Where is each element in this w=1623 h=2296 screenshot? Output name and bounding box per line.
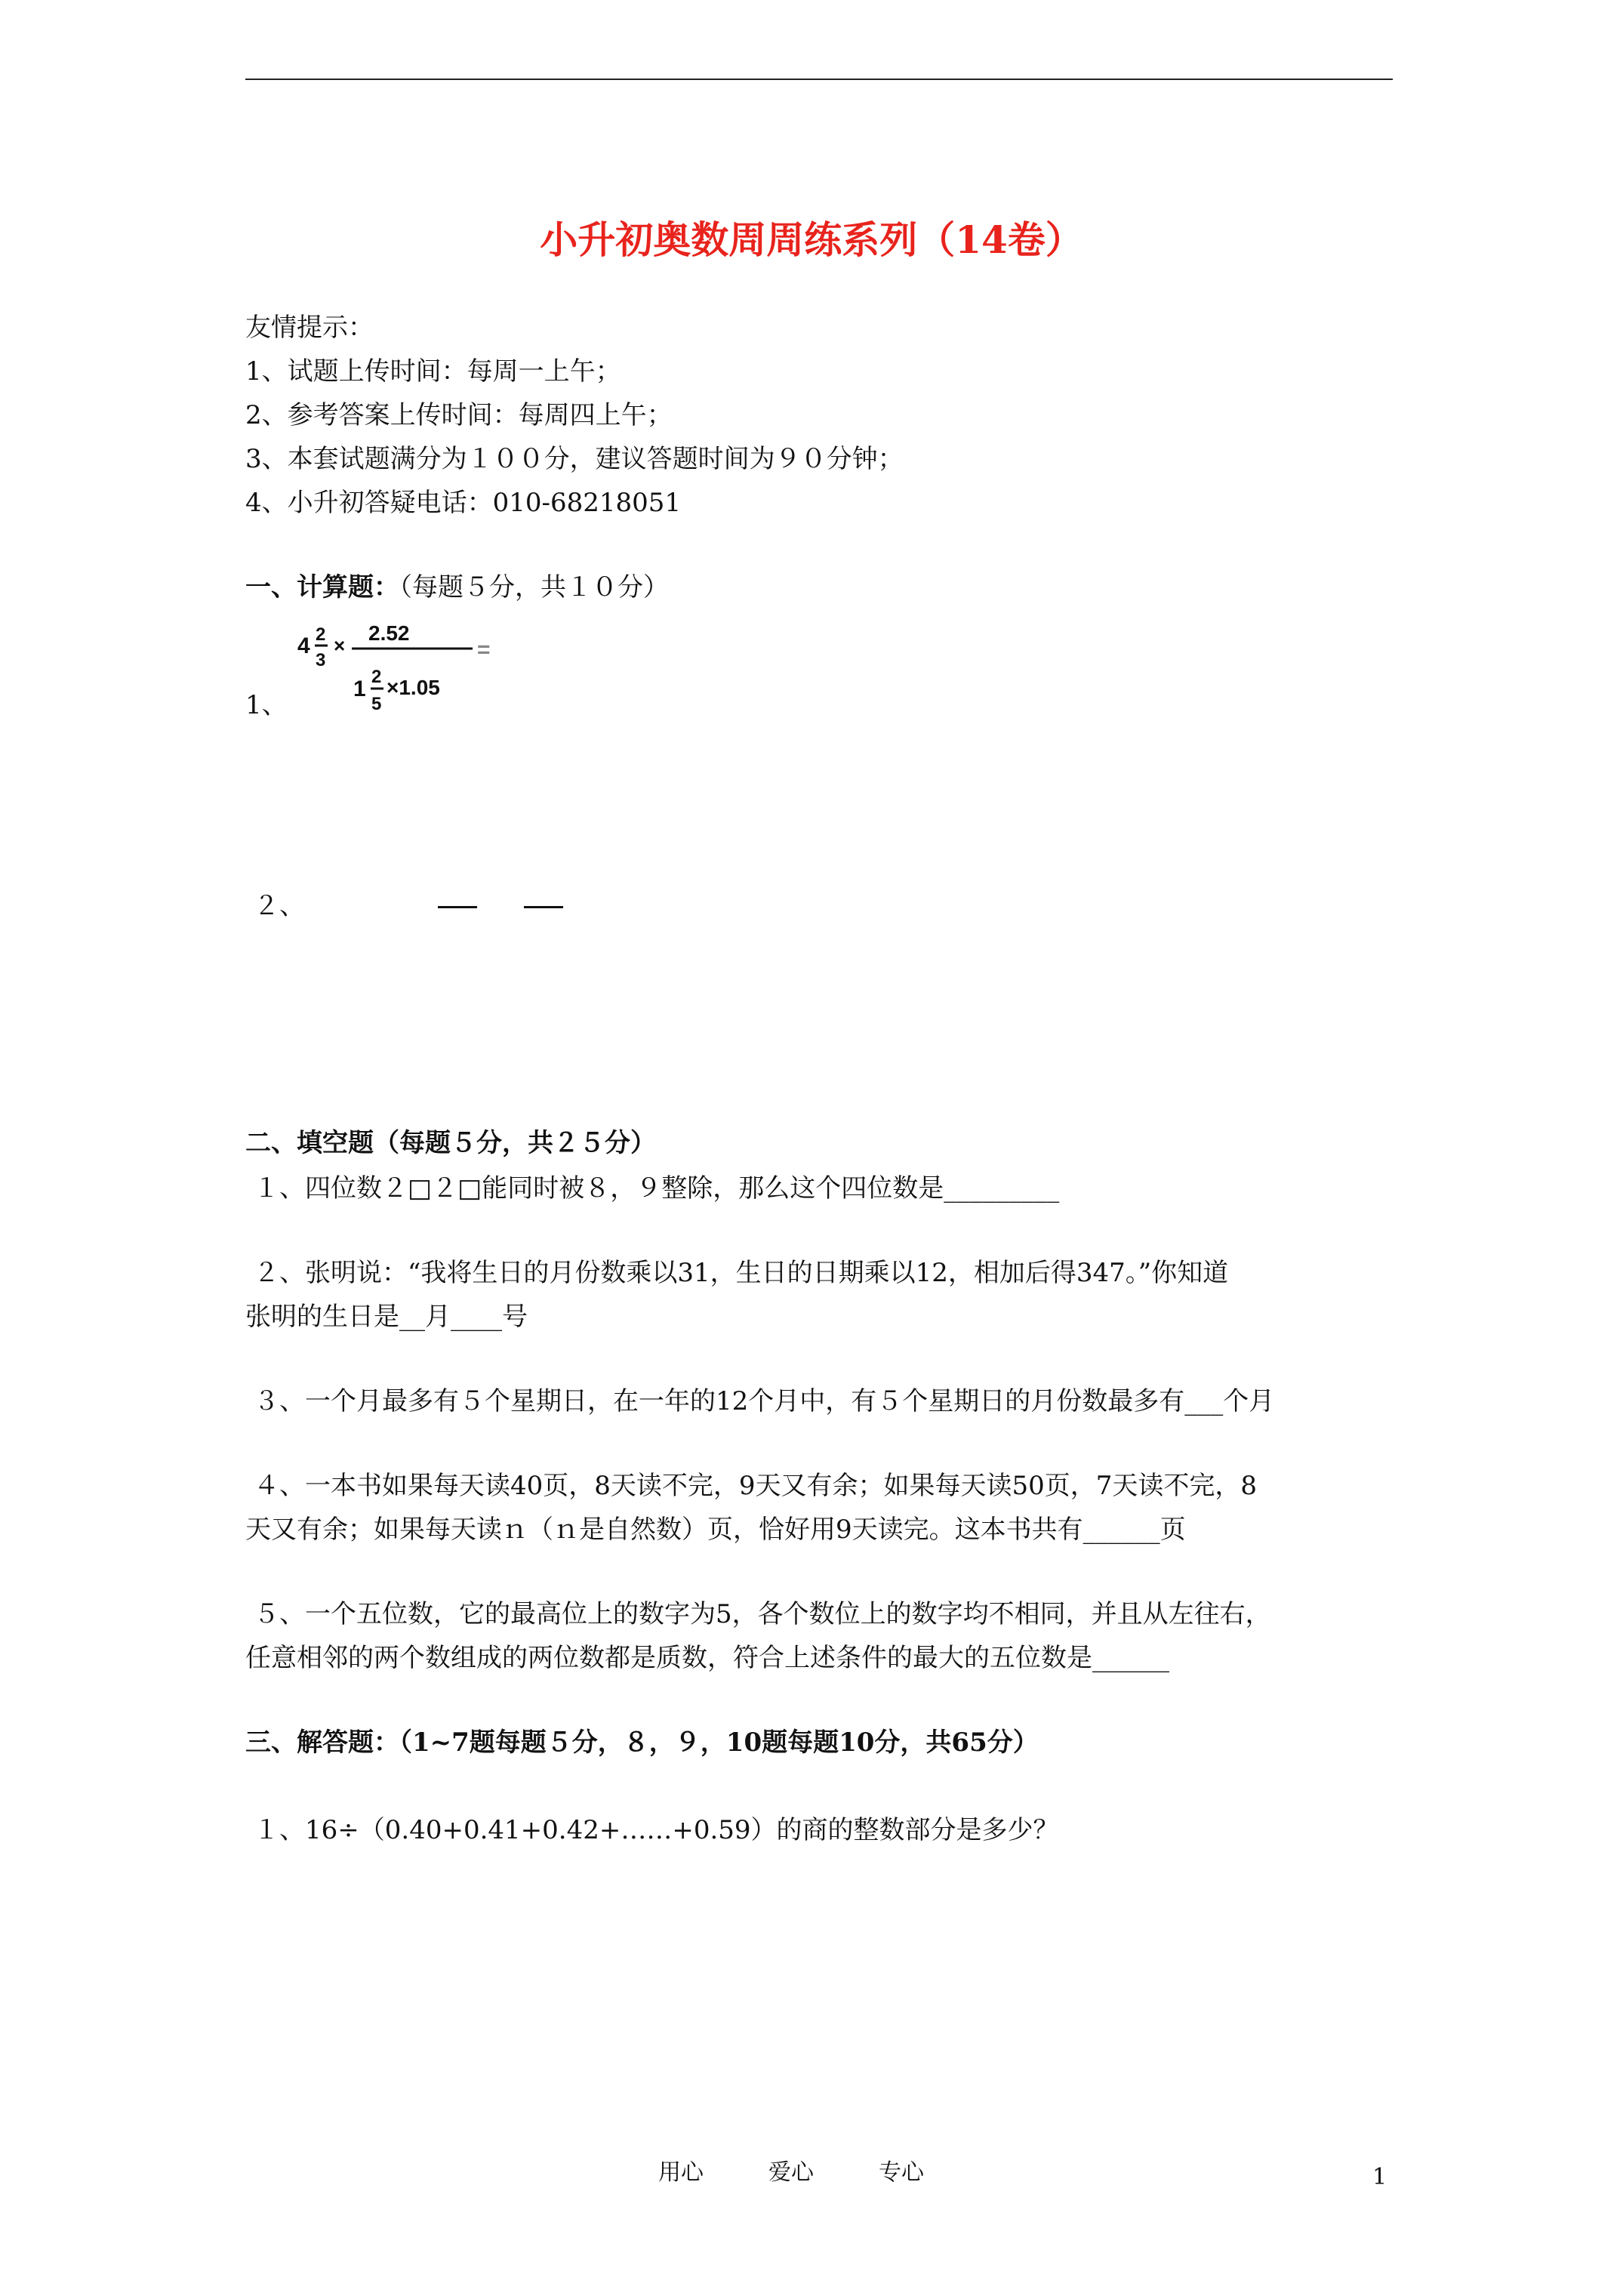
q2-label: ２、 bbox=[254, 891, 305, 921]
formula-whole: 4 bbox=[297, 633, 310, 658]
section2-heading: 二、填空题（每题５分，共２５分） bbox=[245, 1128, 656, 1158]
section1-note: （每题５分，共１０分） bbox=[399, 572, 669, 603]
tip-item: 1、试题上传时间：每周一上午； bbox=[245, 356, 621, 387]
formula-times: × bbox=[334, 634, 346, 657]
fill-question: ２、张明说：“我将生日的月份数乘以31，生日的日期乘以12，相加后得347。”你知道 bbox=[254, 1258, 1229, 1288]
section1-heading: 一、计算题： bbox=[245, 572, 399, 603]
fill-question: 张明的生日是__月____号 bbox=[245, 1302, 528, 1332]
tip-item: 2、参考答案上传时间：每周四上午； bbox=[245, 400, 673, 430]
section3-heading: 三、解答题：（1~7题每题５分，８，９，10题每题10分，共65分） bbox=[245, 1727, 1039, 1758]
header-rule bbox=[245, 79, 1393, 80]
fill-question: ３、一个月最多有５个星期日，在一年的12个月中，有５个星期日的月份数最多有___个月 bbox=[254, 1386, 1275, 1416]
page-title: 小升初奥数周周练系列（14卷） bbox=[540, 217, 1083, 262]
section1-heading-row bbox=[245, 572, 669, 603]
footer-item: 爱心 bbox=[768, 2159, 814, 2186]
formula-inner-tail: ×1.05 bbox=[387, 676, 440, 699]
formula-num: 2 bbox=[316, 624, 326, 645]
fill-question: 天又有余；如果每天读ｎ（ｎ是自然数）页，恰好用9天读完。这本书共有______页 bbox=[245, 1515, 1186, 1545]
formula-den: 3 bbox=[316, 650, 326, 670]
formula-inner-num: 2 bbox=[371, 667, 382, 687]
tip-item: 4、小升初答疑电话：010-68218051 bbox=[245, 488, 682, 518]
q1-label: 1、 bbox=[245, 690, 288, 720]
footer-item: 用心 bbox=[658, 2159, 704, 2186]
answer-question: １、16÷（0.40+0.41+0.42+……+0.59）的商的整数部分是多少？ bbox=[254, 1815, 1059, 1845]
fill-question: １、四位数２□２□能同时被８，９整除，那么这个四位数是_________ bbox=[254, 1173, 1060, 1203]
fill-question: 任意相邻的两个数组成的两位数都是质数，符合上述条件的最大的五位数是______ bbox=[245, 1643, 1169, 1673]
tips-heading: 友情提示： bbox=[245, 313, 374, 343]
formula-inner-whole: 1 bbox=[353, 676, 366, 701]
fill-question: ５、一个五位数，它的最高位上的数字为5，各个数位上的数字均不相同，并且从左往右， bbox=[254, 1599, 1271, 1629]
formula-big-num: 2.52 bbox=[368, 621, 410, 645]
footer-item: 专心 bbox=[879, 2159, 924, 2186]
q1-formula bbox=[293, 618, 519, 723]
formula-inner-den: 5 bbox=[371, 694, 382, 714]
formula-dash bbox=[438, 906, 477, 908]
formula-equals: = bbox=[477, 637, 491, 662]
fill-question: ４、一本书如果每天读40页，8天读不完，9天又有余；如果每天读50页，7天读不完，8 bbox=[254, 1471, 1258, 1501]
tip-item: 3、本套试题满分为１００分，建议答题时间为９０分钟； bbox=[245, 444, 904, 474]
page-number: 1 bbox=[1372, 2164, 1387, 2190]
formula-dash bbox=[524, 906, 563, 908]
